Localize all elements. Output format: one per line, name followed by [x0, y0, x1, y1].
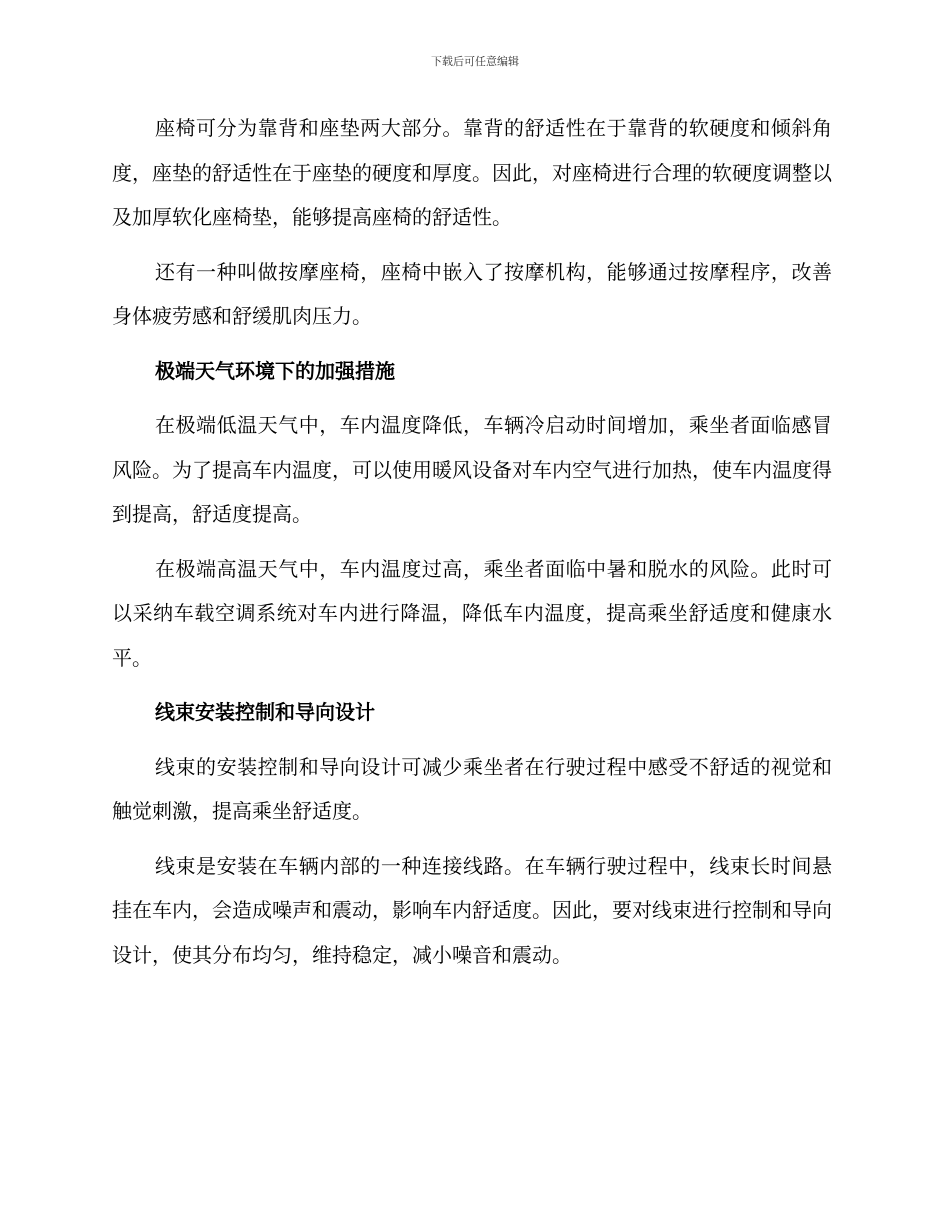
section-heading-extreme-weather: 极端天气环境下的加强措施 — [155, 358, 395, 383]
section-heading-wire-harness: 线束安装控制和导向设计 — [155, 700, 375, 724]
page-header: 下载后可任意编辑 — [431, 55, 519, 68]
paragraph-harness-noise: 线束是安装在车辆内部的一种连接线路。在车辆行驶过程中，线束长时间悬挂在车内，会造成噪声和震动，影响车内舒适度。因此，要对线束进行控制和导向设计，使其分布均匀，维持稳定，减小噪音和震动。 — [112, 853, 832, 967]
paragraph-low-temperature: 在极端低温天气中，车内温度降低，车辆冷启动时间增加，乘坐者面临感冒风险。为了提高车内温度，可以使用暖风设备对车内空气进行加热，使车内温度得到提高，舒适度提高。 — [112, 413, 832, 526]
document-body — [112, 106, 832, 987]
paragraph-high-temperature: 在极端高温天气中，车内温度过高，乘坐者面临中暑和脱水的风险。此时可以采纳车载空调系统对车内进行降温，降低车内温度，提高乘坐舒适度和健康水平。 — [112, 556, 832, 670]
paragraph-massage-seat: 还有一种叫做按摩座椅，座椅中嵌入了按摩机构，能够通过按摩程序，改善身体疲劳感和舒缓肌肉压力。 — [112, 259, 832, 328]
paragraph-harness-design: 线束的安装控制和导向设计可减少乘坐者在行驶过程中感受不舒适的视觉和触觉刺激，提高乘坐舒适度。 — [112, 754, 832, 823]
paragraph-seat-structure: 座椅可分为靠背和座垫两大部分。靠背的舒适性在于靠背的软硬度和倾斜角度，座垫的舒适性在于座垫的硬度和厚度。因此，对座椅进行合理的软硬度调整以及加厚软化座椅垫，能够提高座椅的舒适性。 — [112, 116, 832, 229]
